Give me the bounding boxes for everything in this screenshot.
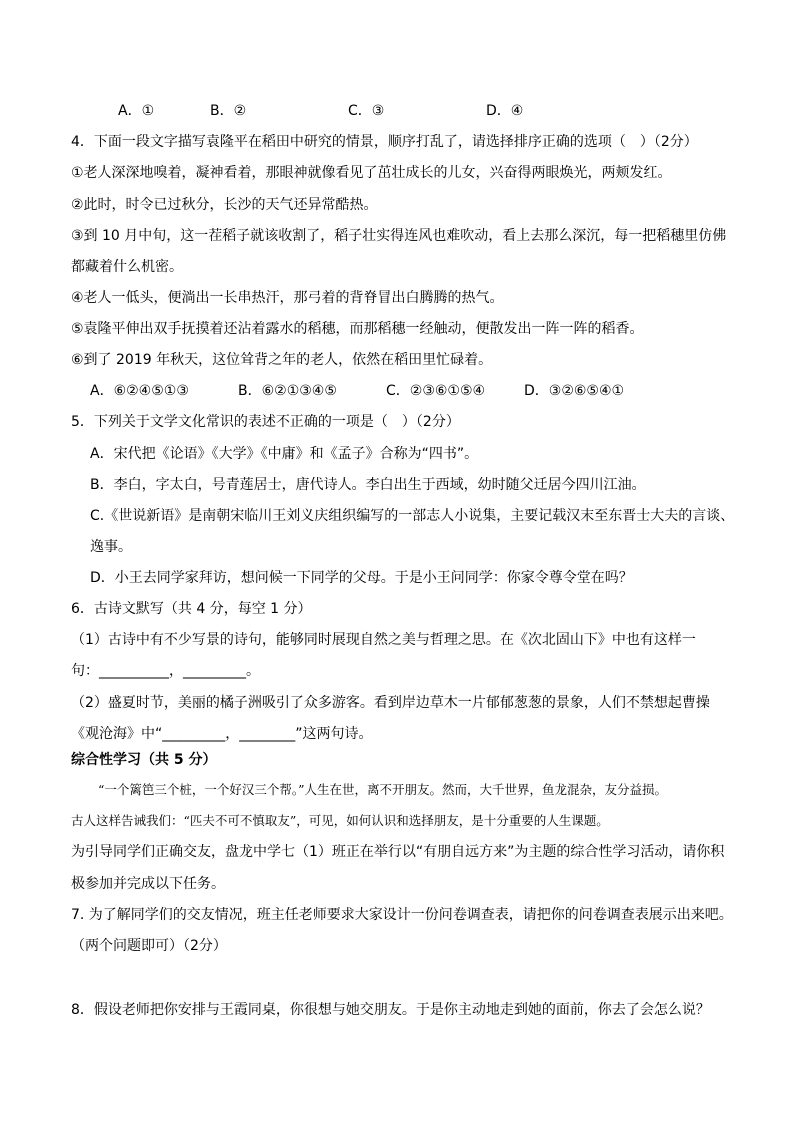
section-intro-line2: 极参加并完成以下任务。	[71, 876, 225, 892]
q6-part1-line2: 句：__________，_________。	[71, 663, 260, 679]
q4-option-b: B．⑥②①③④⑤	[238, 383, 337, 399]
q6-stem: 6．古诗文默写（共 4 分，每空 1 分）	[71, 601, 312, 617]
q5-option-a: A．宋代把《论语》《大学》《中庸》和《孟子》合称为“四书”。	[90, 446, 479, 462]
q8-line1: 8．假设老师把你安排与王霞同桌，你很想与她交朋友。于是你主动地走到她的面前，你去了会怎么说？	[71, 1002, 710, 1018]
q3-option-d: D．④	[486, 103, 524, 119]
q5-option-b: B．李白，字太白，号青莲居士，唐代诗人。李白出生于西域，幼时随父迁居今四川江油。	[90, 477, 646, 493]
q5-stem: 5．下列关于文学文化常识的表述不正确的一项是（ ）（2分）	[71, 414, 460, 430]
q7-line2: （两个问题即可）（2分）	[71, 938, 227, 954]
q4-option-d: D．③②⑥⑤④①	[524, 383, 625, 399]
q7-line1: 7. 为了解同学们的交友情况，班主任老师要求大家设计一份问卷调查表，请把你的问卷调查表展示出来吧。	[71, 907, 733, 923]
q5-option-c-line1: C.《世说新语》是南朝宋临川王刘义庆组织编写的一部志人小说集，主要记载汉末至东晋士大夫的言谈、	[90, 508, 735, 524]
q4-sentence-3b: 都藏着什么机密。	[71, 259, 183, 275]
q3-option-b: B．②	[210, 103, 247, 119]
q6-part1-line1: （1）古诗中有不少写景的诗句，能够同时展现自然之美与哲理之思。在《次北固山下》中也有这样一	[71, 632, 696, 648]
q6-part2-line1: （2）盛夏时节，美丽的橘子洲吸引了众多游客。看到岸边草木一片郁郁葱葱的景象，人们不禁想起曹操	[71, 695, 710, 711]
q5-option-d: D．小王去同学家拜访，想问候一下同学的父母。于是小王问同学：你家令尊令堂在吗？	[90, 570, 633, 586]
section-quote-line1: “一个篱笆三个桩，一个好汉三个帮。”人生在世，离不开朋友。然而，大千世界，鱼龙混杂，友分益损。	[98, 782, 668, 797]
q4-sentence-4: ④老人一低头，便淌出一长串热汗，那弓着的背脊冒出白腾腾的热气。	[71, 290, 504, 306]
q4-sentence-5: ⑤袁隆平伸出双手抚摸着还沾着露水的稻穗，而那稻穗一经触动，便散发出一阵一阵的稻香。	[71, 321, 644, 337]
section-quote-line2: 古人这样告诫我们：“匹夫不可不慎取友”，可见，如何认识和选择朋友，是十分重要的人生课题。	[71, 813, 609, 828]
q3-option-c: C．③	[348, 103, 385, 119]
q4-option-a: A．⑥②④⑤①③	[90, 383, 189, 399]
q4-option-c: C．②③⑥①⑤④	[386, 383, 486, 399]
section-intro-line1: 为引导同学们正确交友，盘龙中学七（1）班正在举行以“有朋自远方来”为主题的综合性学习活动，请你积	[71, 844, 725, 860]
q4-sentence-1: ①老人深深地嗅着，凝神看着，那眼神就像看见了茁壮成长的儿女，兴奋得两眼焕光，两颊发红。	[71, 165, 672, 181]
q4-sentence-6: ⑥到了 2019 年秋天，这位耸背之年的老人，依然在稻田里忙碌着。	[71, 352, 493, 368]
q5-option-c-line2: 逸事。	[90, 539, 132, 555]
q6-part2-line2: 《观沧海》中“_________，________”这两句诗。	[71, 726, 373, 742]
q4-sentence-2: ②此时，时令已过秋分，长沙的天气还异常酷热。	[71, 197, 378, 213]
section-title: 综合性学习（共 5 分）	[71, 752, 217, 768]
q4-sentence-3a: ③到 10 月中旬，这一茬稻子就该收割了，稻子壮实得连风也难吹动，看上去那么深沉，每一把稻穗里仿佛	[71, 228, 727, 244]
q4-stem: 4．下面一段文字描写袁隆平在稻田中研究的情景，顺序打乱了，请选择排序正确的选项（ ）（2分）	[71, 134, 698, 150]
q3-option-a: A．①	[118, 103, 155, 119]
